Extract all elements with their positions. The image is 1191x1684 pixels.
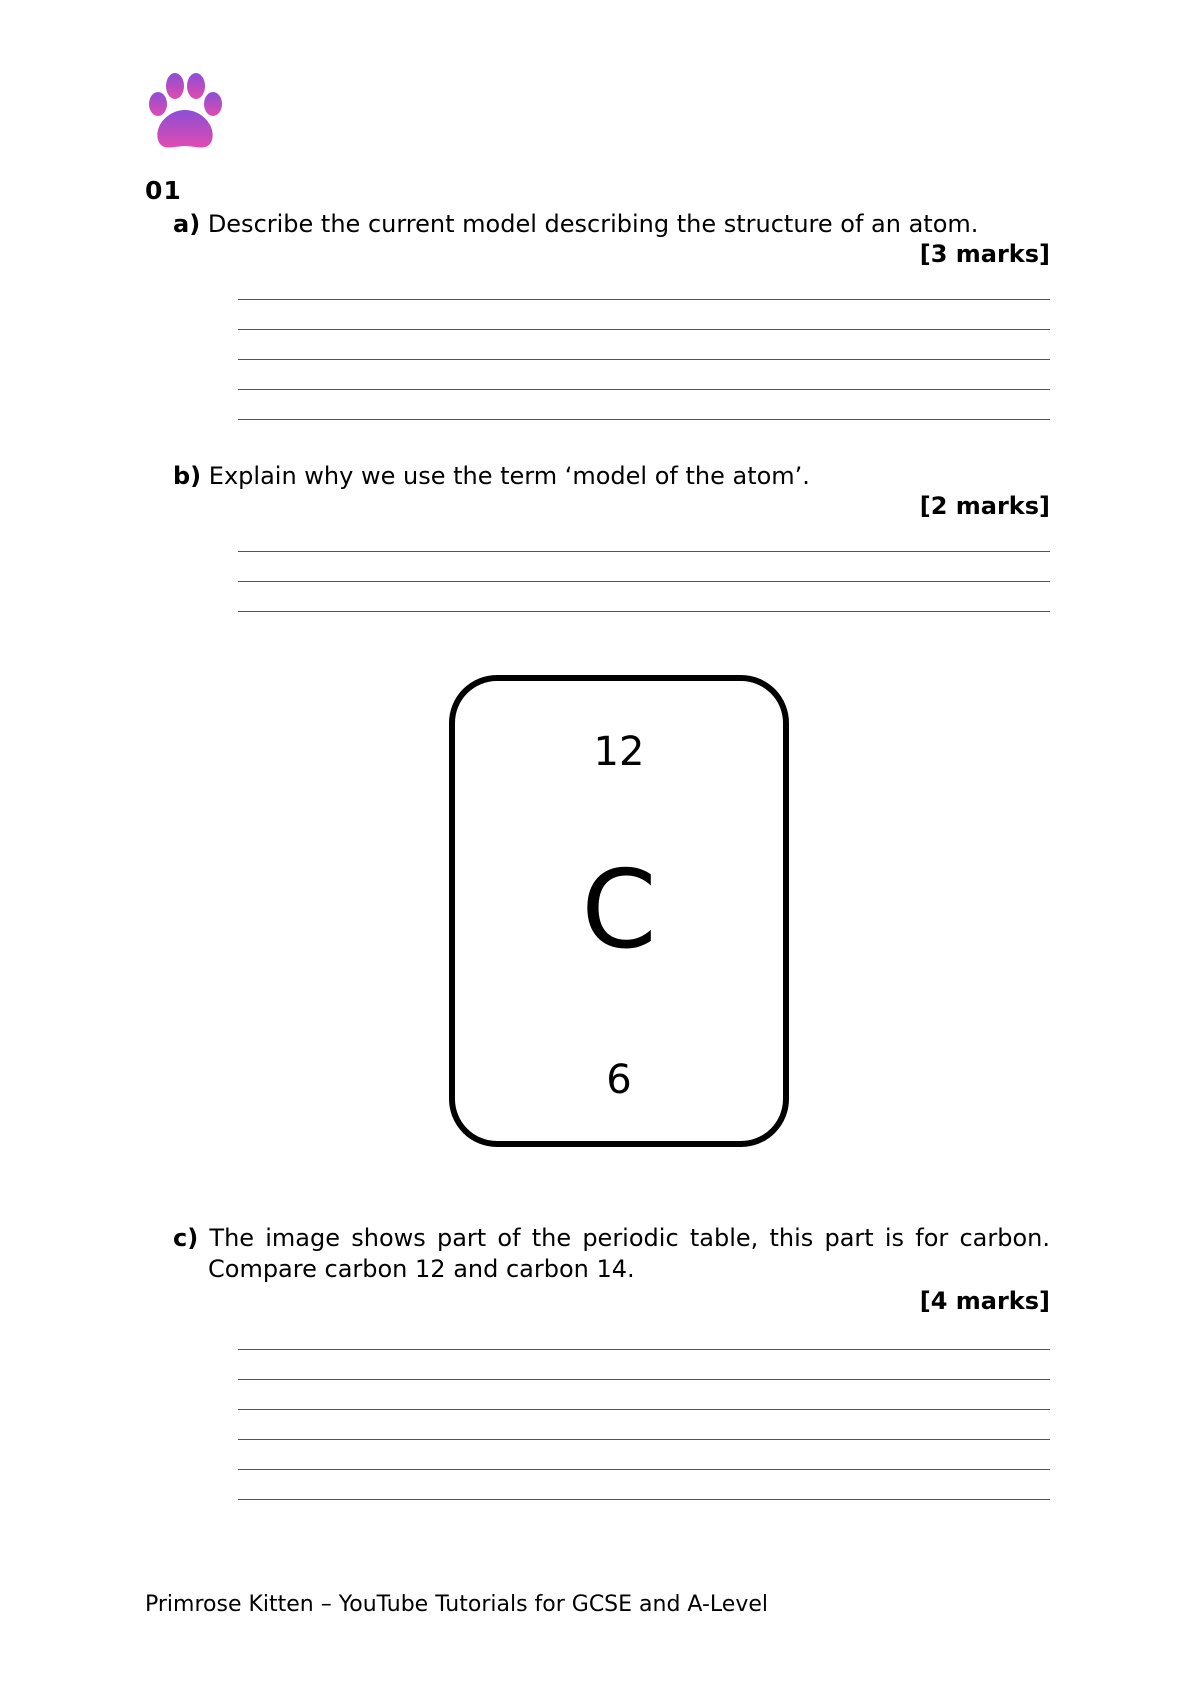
answer-line[interactable]	[238, 582, 1050, 612]
part-c-text: The image shows part of the periodic table, this part is for carbon. Compare carbon 12 and carbon 14.	[208, 1224, 1050, 1283]
part-c-label: c)	[173, 1224, 199, 1252]
atomic-number: 6	[606, 1057, 632, 1103]
answer-line[interactable]	[238, 522, 1050, 552]
question-number: 01	[145, 176, 182, 205]
answer-line[interactable]	[238, 552, 1050, 582]
part-b-label: b)	[173, 462, 202, 490]
answer-line[interactable]	[238, 1320, 1050, 1350]
answer-line[interactable]	[238, 1380, 1050, 1410]
answer-line[interactable]	[238, 330, 1050, 360]
question-part-c	[173, 1223, 1050, 1285]
element-symbol: C	[581, 848, 657, 973]
answer-line[interactable]	[238, 1470, 1050, 1500]
part-a-label: a)	[173, 210, 201, 238]
answer-line[interactable]	[238, 1440, 1050, 1470]
answer-line[interactable]	[238, 270, 1050, 300]
mass-number: 12	[593, 729, 645, 775]
answer-lines-b[interactable]	[238, 522, 1050, 612]
question-part-b	[173, 461, 1050, 492]
answer-lines-a[interactable]	[238, 270, 1050, 420]
question-part-a	[173, 209, 1050, 240]
part-a-marks: [3 marks]	[919, 240, 1050, 268]
part-c-marks: [4 marks]	[919, 1287, 1050, 1315]
footer-text: Primrose Kitten – YouTube Tutorials for GCSE and A-Level	[145, 1592, 768, 1617]
periodic-table-element-card	[449, 675, 789, 1147]
answer-line[interactable]	[238, 1350, 1050, 1380]
part-a-text: Describe the current model describing the structure of an atom.	[207, 210, 979, 238]
answer-line[interactable]	[238, 300, 1050, 330]
paw-print-icon	[146, 70, 224, 152]
answer-line[interactable]	[238, 360, 1050, 390]
part-b-marks: [2 marks]	[919, 492, 1050, 520]
part-b-text: Explain why we use the term ‘model of the atom’.	[208, 462, 810, 490]
answer-line[interactable]	[238, 390, 1050, 420]
answer-line[interactable]	[238, 1410, 1050, 1440]
answer-lines-c[interactable]	[238, 1320, 1050, 1500]
